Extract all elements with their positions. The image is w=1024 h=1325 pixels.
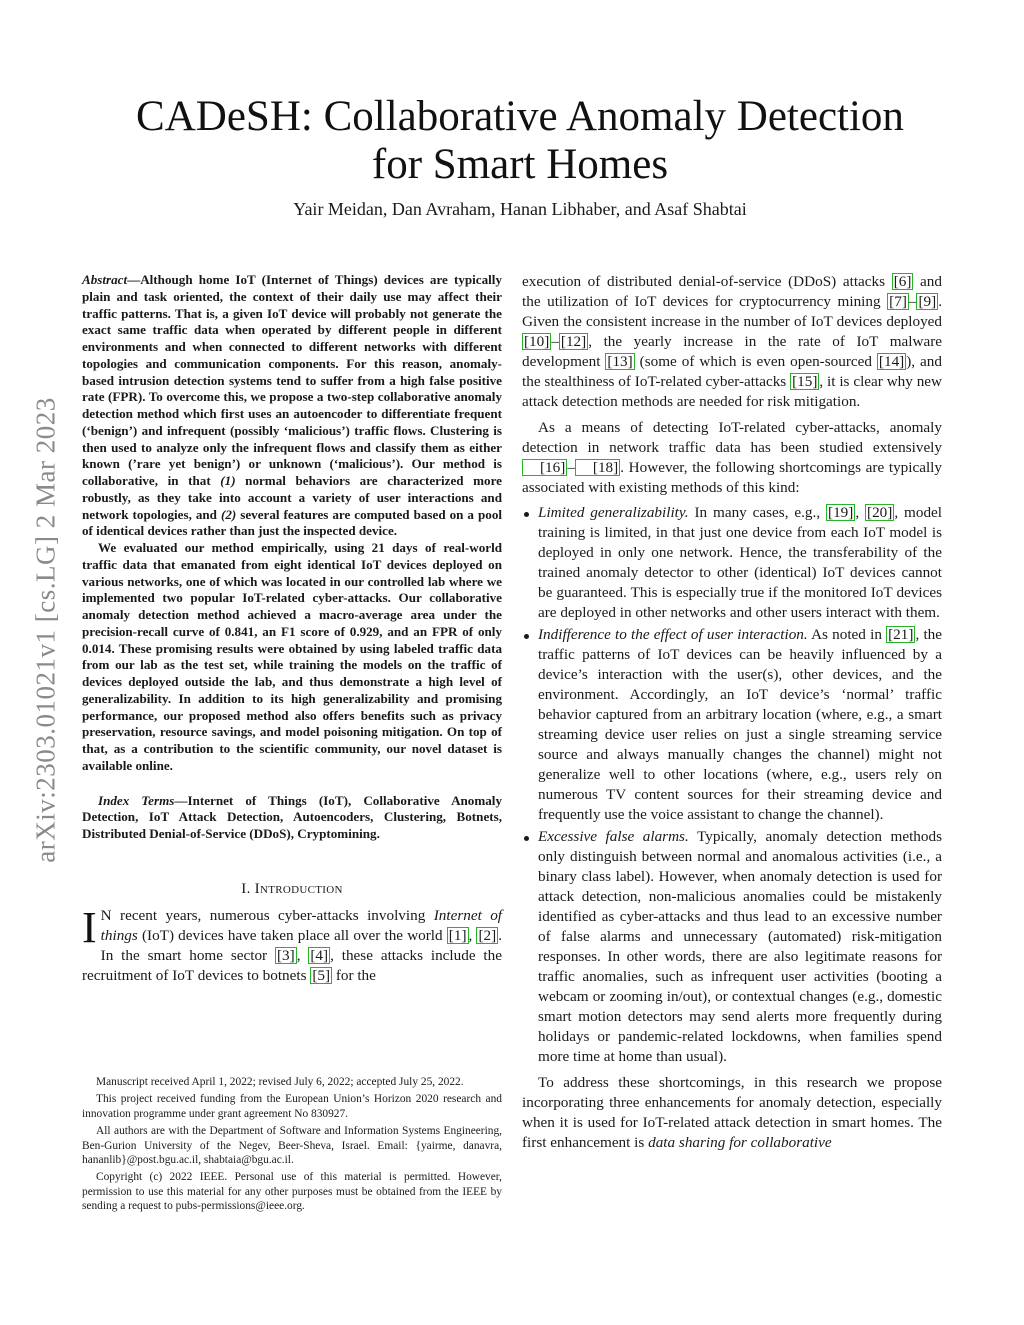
- list-item: Limited generalizability. In many cases, e.g., [19] , [20] , model training is limited, in that just one device from each IoT model is deployed in only one network. Hence, the transferability of the trained anomaly detector to other (identical) IoT devices cannot be guaranteed. This is especially true if the monitored IoT devices are deployed in other networks and other users interact with them.: [522, 503, 942, 623]
- abstract-paragraph-1: Abstract—Although home IoT (Internet of Things) devices are typically plain and task oriented, the context of their daily use may affect their traffic patterns. That is, a given IoT device will probably not generate the exact same traffic data when operated by different people in different environments and when connected to different networks with different topologies and communication components. For this reason, anomaly-based intrusion detection systems tend to suffer from a high false positive rate (FPR). To overcome this, we propose a two-step collaborative anomaly detection method which first uses an autoencoder to differentiate frequent (‘benign’) and infrequent (possibly ‘malicious’) traffic flows. Clustering is then used to analyze only the infrequent flows and classify them as either known (’rare yet benign’) or unknown (‘malicious’). Our method is collaborative, in that (1) normal behaviors are characterized more robustly, as they take into account a variety of user interactions and network topologies, and (2) several features are computed based on a pool of identical devices rather than just the inspected device.: [82, 272, 502, 539]
- list-item: Indifference to the effect of user interaction. As noted in [21] , the traffic patterns of IoT devices can be heavily influenced by a device’s interaction with the user(s), other devices, and the environment. Accordingly, an IoT device’s ‘normal’ traffic behavior captured from an arbitrary location (where, e.g., a smart streaming device user relies on just a single streaming service source and always manually changes the channel) might not generalize well to other locations (where, e.g., users rely on numerous TV content sources for their streaming device and frequently use the voice assistant to change the channel).: [522, 625, 942, 825]
- section-heading-introduction: I. Introduction: [241, 880, 343, 897]
- abstract-label: Abstract: [82, 272, 128, 287]
- citation-link[interactable]: [13]: [607, 353, 633, 370]
- citation-link[interactable]: [1]: [448, 926, 467, 944]
- body-paragraph-enhancements: To address these shortcomings, in this research we propose incorporating three enhancements for anomaly detection, especially when it is used for IoT-related attack detection in smart homes. The first enhancement is data sharing for collaborative: [522, 1074, 942, 1151]
- shortcomings-list: [522, 503, 942, 1067]
- citation-link[interactable]: [6]: [893, 273, 912, 290]
- citation-link[interactable]: [14]: [878, 353, 905, 370]
- citation-link[interactable]: [19]: [828, 504, 854, 521]
- citation-link[interactable]: [9]: [918, 293, 937, 310]
- drop-cap: I: [82, 902, 97, 952]
- abstract-paragraph-2: We evaluated our method empirically, using 21 days of real-world traffic data that emanated from eight identical IoT devices deployed on various networks, one of which was located in our controlled lab where we implemented two popular IoT-related cyber-attacks. Our collaborative anomaly detection method achieved a macro-average area under the precision-recall curve of 0.841, an F1 score of 0.929, and an FPR of only 0.014. These promising results were obtained by using labeled traffic data from our lab as the test set, while training the models on the traffic of devices deployed outside the lab, and thus demonstrate a high level of generalizability. In addition to its high generalizability and promising performance, our proposed method also offers benefits such as privacy preservation, resource savings, and model poisoning mitigation. On top of that, as a contribution to the scientific community, our novel dataset is available online.: [82, 540, 502, 773]
- citation-link[interactable]: [10]: [524, 333, 550, 350]
- citation-link[interactable]: [21]: [888, 626, 914, 643]
- right-column: [522, 272, 942, 1153]
- body-paragraph-continuation: execution of distributed denial-of-service (DDoS) attacks [6] and the utilization of IoT devices for cryptocurrency mining [7] – [9] . Given the consistent increase in the number of IoT devices deployed [10] – [12] , the yearly increase in the rate of IoT malware development [13] (some of which is even open-sourced [14] ), and the stealthiness of IoT-related cyber-attacks [15] , it is clear why new attack detection methods are needed for risk mitigation.: [522, 273, 943, 410]
- footnotes: [82, 1075, 502, 1217]
- index-terms-label: Index Terms: [98, 792, 175, 808]
- citation-link[interactable]: [20]: [867, 504, 893, 521]
- citation-link[interactable]: [18]: [575, 459, 620, 476]
- footnote-manuscript-dates: Manuscript received April 1, 2022; revised July 6, 2022; accepted July 25, 2022.: [96, 1076, 464, 1088]
- citation-link[interactable]: [5]: [312, 966, 331, 984]
- author-list: Yair Meidan, Dan Avraham, Hanan Libhaber, and Asaf Shabtai: [293, 199, 747, 219]
- footnote-copyright: Copyright (c) 2022 IEEE. Personal use of this material is permitted. However, permission to use this material for any other purposes must be obtained from the IEEE by sending a request to pubs-permissions@ieee.org.: [82, 1171, 502, 1213]
- citation-link[interactable]: [15]: [792, 373, 818, 390]
- paper-title: CADeSH: Collaborative Anomaly Detection for Smart Homes: [136, 93, 904, 188]
- citation-link[interactable]: [16]: [522, 459, 567, 476]
- citation-link[interactable]: [12]: [560, 333, 587, 350]
- list-item: Excessive false alarms. Typically, anomaly detection methods only distinguish between normal and anomalous activities (i.e., a binary class label). However, when anomaly detection is used for attack detection, non-malicious anomalies could be mistakenly identified as cyber-attacks and thus lead to an excessive number of false alarms and unnecessary (automated) risk-mitigation responses. In other words, there are also legitimate reasons for traffic anomalies, such as infrequent user activities (booting a webcam or zooming in/out), or contextual changes (e.g., domestic smart motion detectors may send alerts more frequently during holidays or pandemic-related lockdowns, when families spend more time at home than usual).: [522, 827, 942, 1067]
- abstract: [82, 272, 502, 775]
- citation-link[interactable]: [2]: [478, 926, 497, 944]
- intro-paragraph: I N recent years, numerous cyber-attacks involving Internet of things (IoT) devices have taken place all over the world [1] , [2] . In the smart home sector [3] , [4] , these attacks include the recruitment of IoT devices to botnets [5] for the: [82, 902, 503, 984]
- body-paragraph-shortcomings: As a means of detecting IoT-related cyber-attacks, anomaly detection in network traffic data has been studied extensively [16] – [18] . However, the following shortcomings are typically associated with existing methods of this kind:: [522, 419, 942, 496]
- left-column: [82, 272, 502, 986]
- citation-link[interactable]: [4]: [310, 946, 329, 964]
- footnote-affiliation: All authors are with the Department of Software and Information Systems Engineering, Ben-Gurion University of the Negev, Beer-Sheva, Israel. Email: {yairme, danavra, hananlib}@post.bgu.ac.il, shabtaia@bgu.ac.il.: [82, 1125, 502, 1167]
- citation-link[interactable]: [3]: [276, 946, 295, 964]
- footnote-funding: This project received funding from the European Union’s Horizon 2020 research and innovation programme under grant agreement No 830927.: [82, 1093, 502, 1120]
- citation-link[interactable]: [7]: [889, 293, 907, 310]
- index-terms: Index Terms—Internet of Things (IoT), Collaborative Anomaly Detection, IoT Attack Detection, Autoencoders, Clustering, Botnets, Distributed Denial-of-Service (DDoS), Cryptomining.: [82, 792, 502, 841]
- arxiv-identifier[interactable]: arXiv:2303.01021v1 [cs.LG] 2 Mar 2023: [30, 397, 61, 863]
